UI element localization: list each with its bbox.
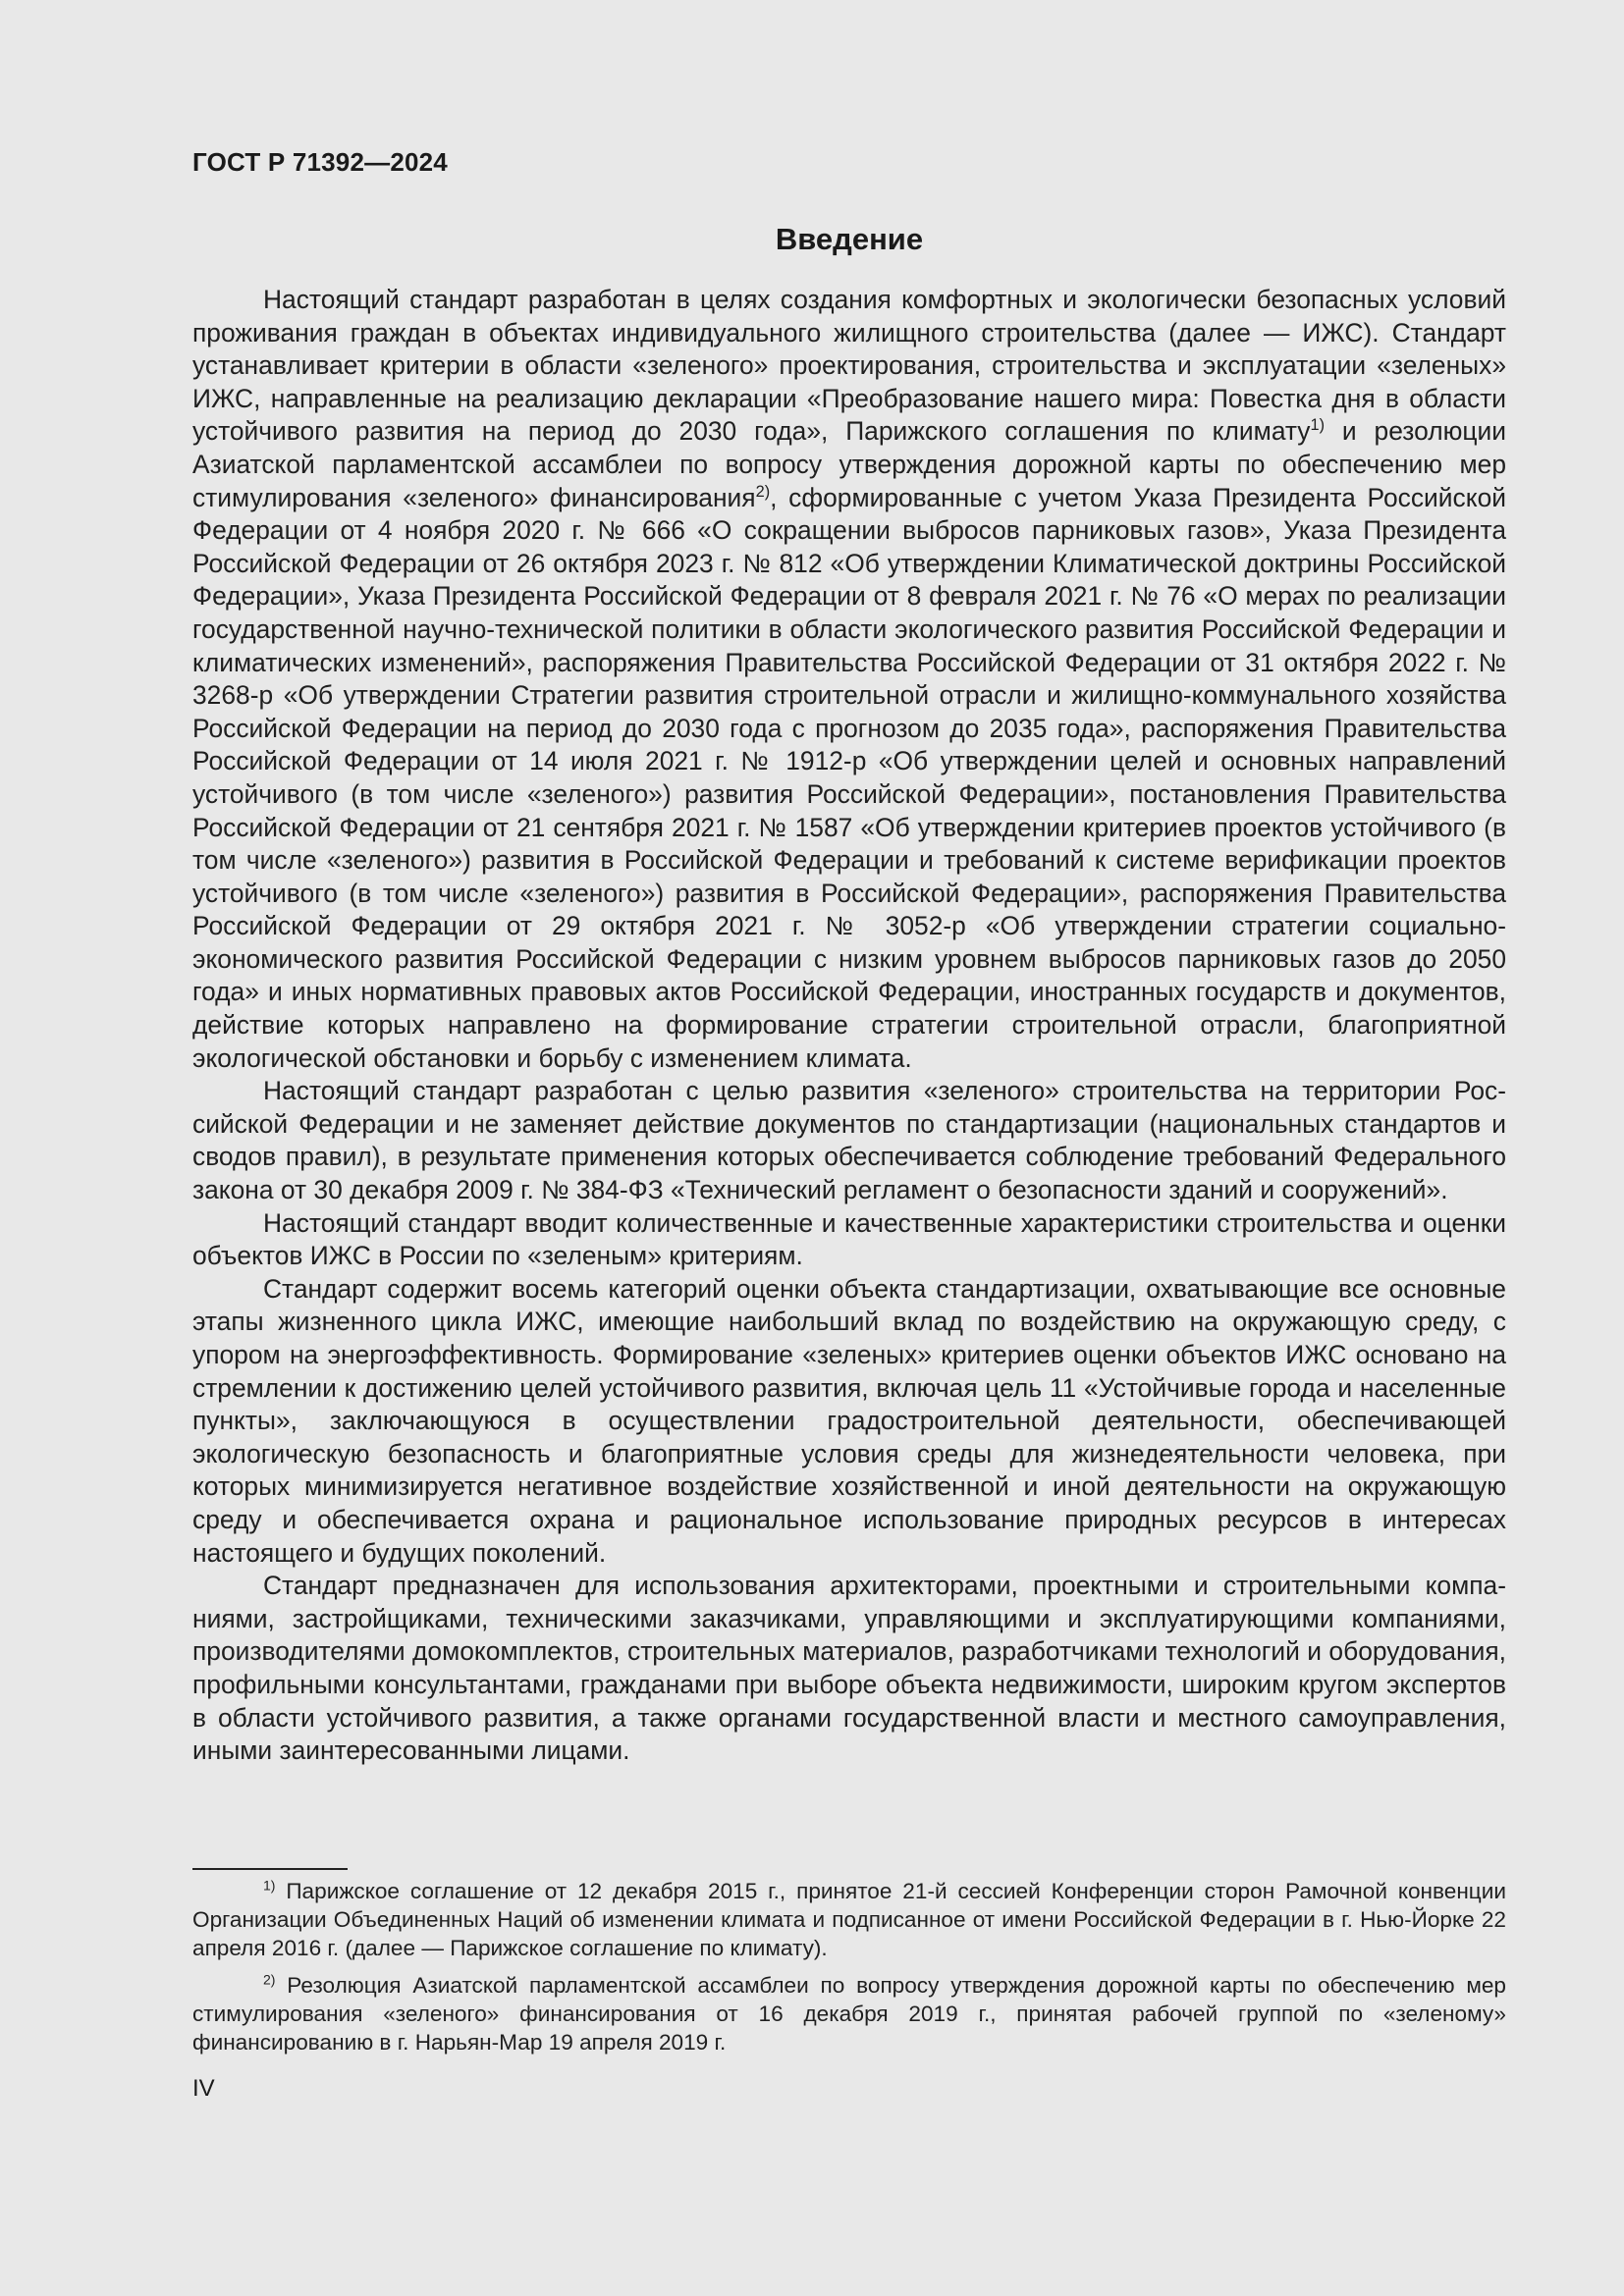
paragraph-purpose: Настоящий стандарт разработан с целью развития «зеленого» строительства на территории Российской Федерации и не заменяет действие документов по стандартизации (национальных стандартов и сводов правил), в результате применения которых обеспечивается соблюдение требований Федерального закона от 30 декабря 2009 г. № 384-ФЗ «Технический регламент о безопасности зданий и сооружений». — [192, 1076, 1506, 1205]
paragraph-audience: Стандарт предназначен для использования архитекторами, проектными и строительными компаниями, застройщиками, техническими заказчиками, управляющими и эксплуатирующими компаниями, производителями домокомплектов, строительных материалов, разработчиками технологий и оборудования, профильными консультантами, гражданами при выборе объекта недвижимости, широким кругом экспертов в области устойчивого развития, а также органами государственной власти и местного самоуправления, иными заинтересованными лицами. — [192, 1571, 1506, 1766]
section-title: Введение — [775, 222, 924, 256]
footnote-text: Парижское соглашение от 12 декабря 2015 г., принятое 21-й сессией Конференции сторон Рамочной конвенции Организации Объединенных Наций об изменении климата и подписанное от имени Российской Федерации в г. Нью-Йорке 22 апреля 2016 г. (далее — Парижское соглашение по климату). — [192, 1879, 1506, 1960]
paragraph-categories: Стандарт содержит восемь категорий оценки объекта стандартизации, охватывающие все основные этапы жизненного цикла ИЖС, имеющие наибольший вклад по воздействию на окружающую среду, с упором на энергоэффективность. Формирование «зеленых» критериев оценки объектов ИЖС основано на стремлении к достижению целей устойчивого развития, включая цель 11 «Устойчивые города и населенные пункты», заключающуюся в осуществлении градостроительной деятельности, обеспечивающей экологическую безопасность и благоприятные условия среды для жизнедеятельности человека, при которых минимизируется негативное воздействие хозяйственной и иной деятельности на окружающую среду и обеспечивается охрана и рациональное использование природных ресурсов в интересах настоящего и будущих поколений. — [192, 1273, 1506, 1568]
paragraph-intro — [192, 284, 1506, 1075]
footnote-mark-2: 2) — [263, 1971, 276, 1988]
footnote-1 — [192, 1878, 1506, 1962]
footnotes — [192, 1878, 1506, 2067]
footnote-ref-1[interactable]: 1) — [1310, 416, 1326, 435]
footnote-mark-1: 1) — [263, 1877, 276, 1894]
footnote-2 — [192, 1972, 1506, 2056]
footnote-ref-2[interactable]: 2) — [755, 482, 771, 501]
page-number: IV — [192, 2075, 215, 2102]
paragraph-text: , сформированные с учетом Указа Президента Российской Федерации от 4 ноября 2020 г. № 666 «О сокращении выбросов парниковых газов», Указа Президента Российской Федерации от 26 октября 2023 г. № 812 «Об утверждении Климатической доктрины Российской Федерации», Указа Президента Российской Федерации от 8 февраля 2021 г. № 76 «О мерах по реализации государственной научно-технической политики в области экологического развития Российской Федерации и климатических изменений», распоряжения Правительства Российской Федерации от 31 октября 2022 г. № 3268-р «Об утверждении Стратегии развития строительной отрасли и жилищно-коммунального хозяйства Российской Федерации на период до 2030 года с прогнозом до 2035 года», распоряжения Правительства Российской Федерации от 14 июля 2021 г. № 1912-р «Об утверждении целей и основных направлений устойчивого (в том числе «зеленого») развития Российской Федерации», постановления Правительства Российской Федерации от 21 сентября 2021 г. № 1587 «Об утверждении критериев проектов устойчивого (в том числе «зеленого») развития в Российской Федерации и требований к системе верификации проектов устойчивого (в том числе «зеленого») развития в Российской Федерации», распоряжения Правительства Российской Федерации от 29 октября 2021 г. № 3052-р «Об утверждении стратегии социально-экономического развития Российской Федерации с низким уровнем выбросов парниковых газов до 2050 года» и иных нормативных правовых актов Российской Федерации, иностранных государств и документов, действие которых направлено на формирование стратегии строительной отрасли, благоприятной экологической обстановки и борьбу с изменением климата. — [192, 482, 1506, 1073]
footnote-text: Резолюция Азиатской парламентской ассамблеи по вопросу утверждения дорожной карты по обеспечению мер стимулирования «зеленого» финансирования от 16 декабря 2019 г., принятая рабочей группой по «зеленому» финансированию в г. Нарьян-Мар 19 апреля 2019 г. — [192, 1973, 1506, 2055]
document-code: ГОСТ Р 71392—2024 — [192, 147, 448, 177]
document-body — [192, 284, 1506, 1768]
footnote-divider — [192, 1868, 348, 1870]
paragraph-characteristics: Настоящий стандарт вводит количественные и качественные характеристики строительства и оценки объектов ИЖС в России по «зеленым» критериям. — [192, 1207, 1506, 1271]
paragraph-text: и резолюции Азиатской парламентской ассамблеи по вопросу утверждения дорожной карты по обеспечению мер стимулирования «зеленого» финансирования — [192, 416, 1506, 512]
paragraph-text: Настоящий стандарт разработан в целях создания комфортных и экологически безопасных условий проживания граждан в объектах индивидуального жилищного строительства (далее — ИЖС). Стандарт устанавливает критерии в области «зеленого» проектирования, строительства и эксплуатации «зеленых» ИЖС, направленные на реализацию декларации «Преобразование нашего мира: Повестка дня в области устойчивого развития на период до 2030 года», Парижского соглашения по климату — [192, 285, 1506, 447]
